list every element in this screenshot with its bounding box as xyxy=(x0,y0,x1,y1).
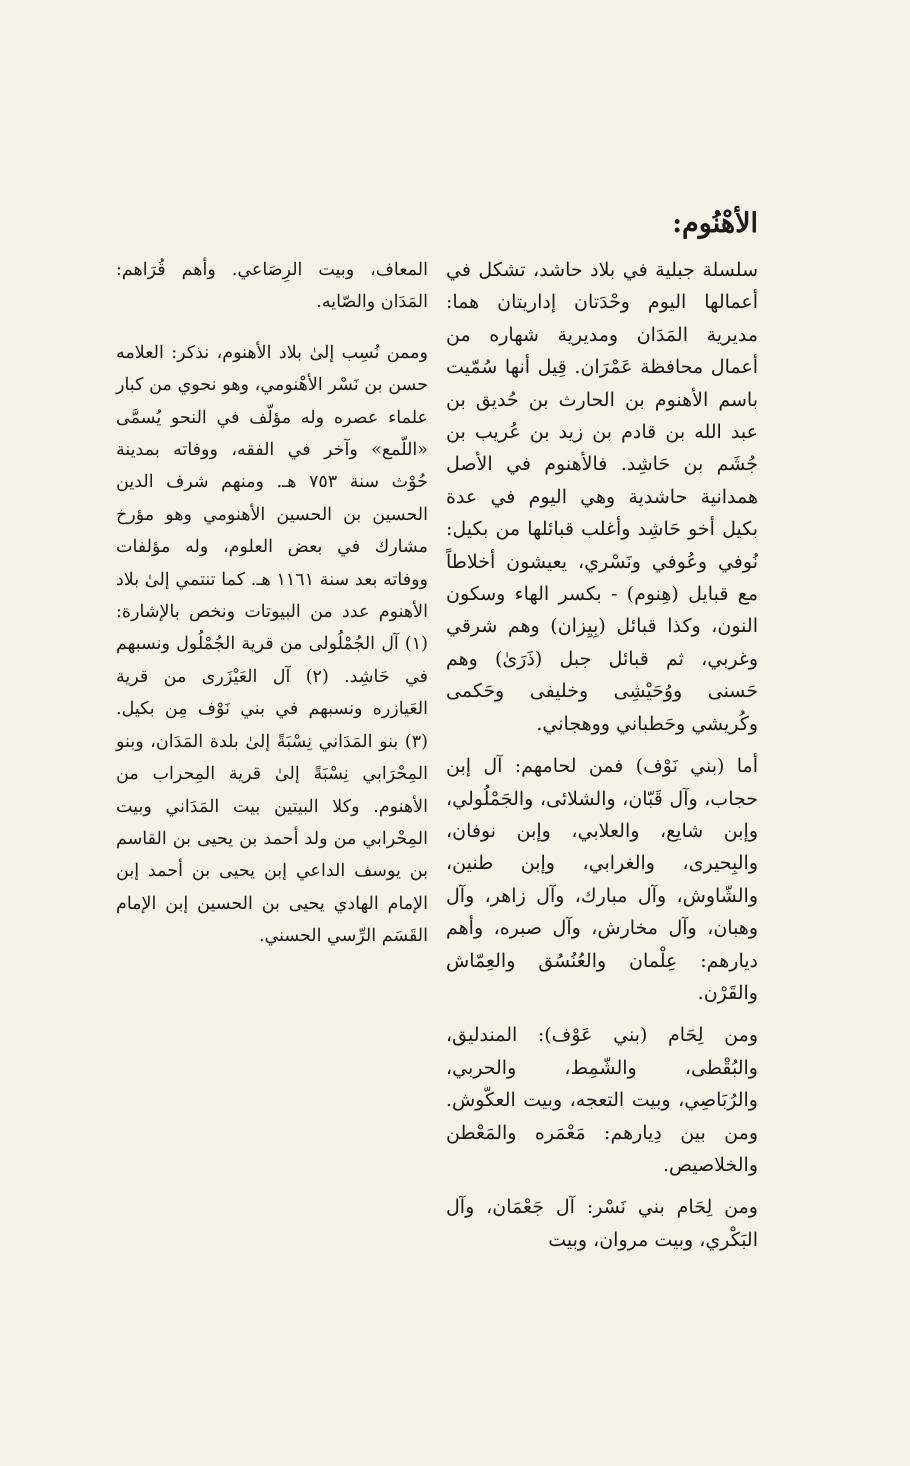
entry-heading: الأهْنُوم: xyxy=(672,208,758,239)
paragraph-notable-people: وممن نُسِب إلىٰ بلاد الأهنوم، نذكر: العلامه حسن بن نَسْر الأهْنومي، وهو نحوي من كبار علماء عصره وله مؤلّف في النحو يُسمَّى «اللّمع» وآخر في الفقه، ووفاته بمدينة حُوْث سنة ٧٥٣ هـ. ومنهم شرف الدين الحسين بن الحسين الأهنومي وهو مؤرخ مشارك في بعض العلوم، وله مؤلفات ووفاته بعد سنة ١١٦١ هـ. كما تنتمي إلىٰ بلاد الأهنوم عدد من البيوتات ونخص بالإشارة: (١) آل الجُمْلُولى من قرية الجُمْلُول ونسبهم في حَاشِد. (٢) آل العَيْزَرى من قرية العَيازره ونسبهم في بني نَوْف مِن بكيل. (٣) بنو المَدَاني نِسْبَةً إلىٰ بلدة المَدَان، وبنو المِحْرَابي نِسْبَةً إلىٰ قرية المِحراب من الأهنوم. وكلا البيتين بيت المَدَاني وبيت المِحْرابي من ولد أحمد بن يحيى بن القاسم بن يوسف الداعي إبن يحيى بن أحمد إبن الإمام الهادي يحيى بن الحسين إبن الإمام القَسَم الرِّسي الحسني. xyxy=(116,342,428,947)
paragraph-continuation: المعاف، وبيت الرِصَاعي. وأهم قُرَاهم: المَدَان والصّايه. xyxy=(116,260,428,313)
paragraph-bani-awf: ومن لِحَام (بني عَوْف): المندليق، والبُقْطى، والشّمِط، والحربي، والرُبَاصِي، وبيت التعجه، وبيت العكّوش. ومن بين دِيارهم: مَعْمَره والمَعْطن والخلاصيص. xyxy=(446,1024,758,1176)
paragraph-bani-nasr: ومن لِحَام بني نَسْر: آل جَعْمَان، وآل البَكْري، وبيت مروان، وبيت xyxy=(446,1196,758,1251)
paragraph-intro: سلسلة جبلية في بلاد حاشد، تشكل في أعمالها اليوم وحْدَتان إداريتان هما: مديرية المَدَان ومديرية شهاره من أعمال محافظة عَمْرَان. قِيل أنها سُمّيت باسم الأهنوم بن الحارث بن حُديق بن عبد الله بن قادم بن زيد بن عُريب بن جُشَم بن حَاشِد. فالأهنوم في الأصل همدانية حاشدية وهي اليوم في عدة بكيل أخو حَاشِد وأغلب قبائلها من بكيل: نُوفي وعُوفي ونَسْري، يعيشون أخلاطاً مع قبايل (هِنوم) - بكسر الهاء وسكون النون، وكذا قبائل (بِيِزان) وهم شرقي وغربي، ثم قبائل جبل (ذَرَىٰ) وهم حَسنى ووُحَيْشِى وخليفى وحَكمى وكُريشي وحَطباني ووهجاني. xyxy=(446,259,758,735)
left-column xyxy=(116,254,428,963)
paragraph-bani-nawf: أما (بني نَوْف) فمن لحامهم: آل إبن حجاب، وآل قَبّان، والشلائى، والجَمْلُولي، وإبن شايع، والعلابي، وإبن نوفان، والبِحيرى، والغرابي، وإبن طنين، والشّاوش، وآل مبارك، وآل زاهر، وآل وهبان، وآل مخارش، وآل صبره، وأهم ديارهم: عِلْمان والعُنُسُق والعِمّاش والقَرْن. xyxy=(446,755,758,1004)
right-column xyxy=(446,254,758,1266)
